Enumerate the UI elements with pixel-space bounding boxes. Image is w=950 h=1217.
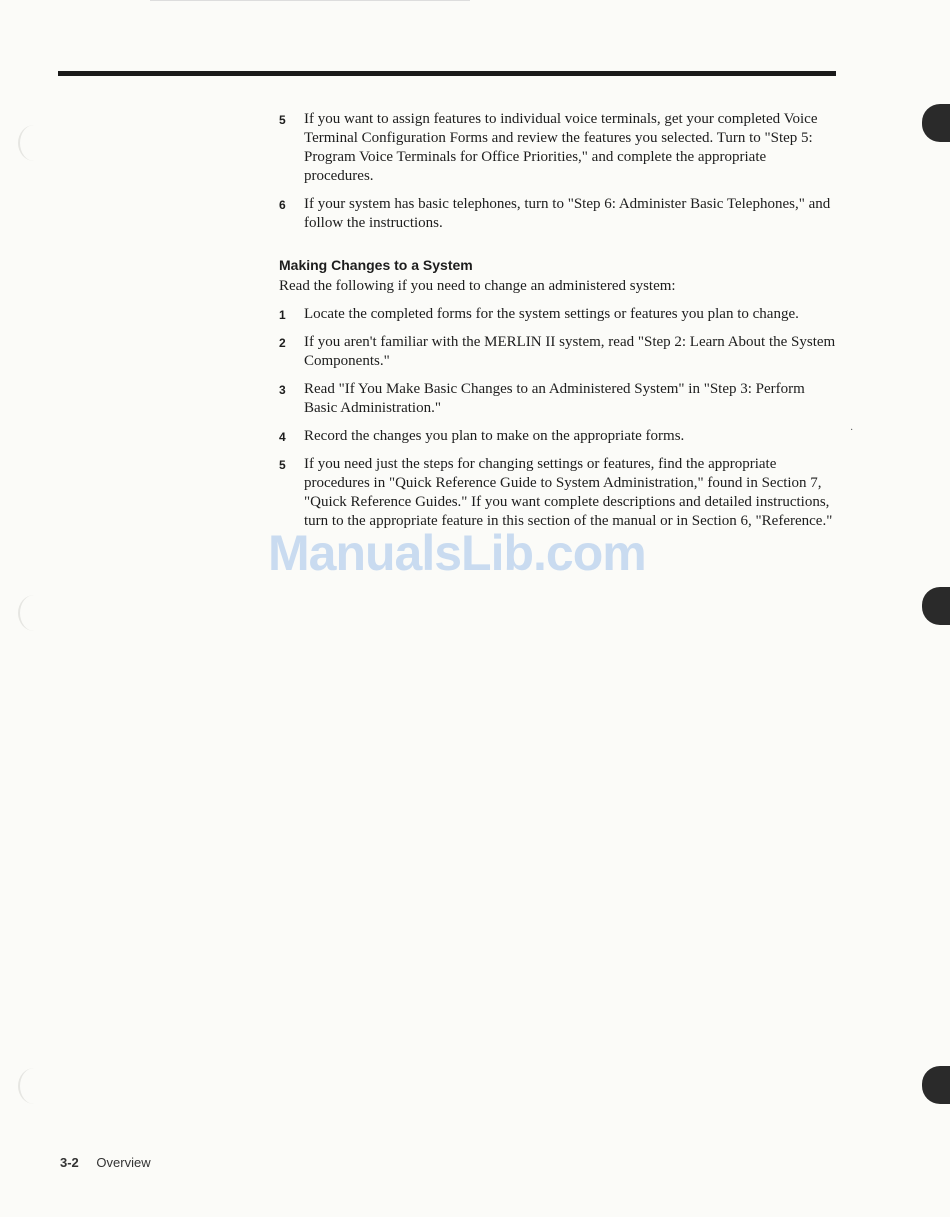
step-text: If you want to assign features to individual voice terminals, get your completed Voice Terminal Configuration Forms and review the features you selected. Turn to "Step 5: Program Voice Terminals for Office Priorities," and complete the appropriate procedures. bbox=[304, 111, 818, 184]
page-body bbox=[279, 110, 839, 540]
step-text: If you need just the steps for changing settings or features, find the appropriate procedures in "Quick Reference Guide to System Administration," found in Section 7, "Quick Reference Guides." If you want complete descriptions and detailed instructions, turn to the appropriate feature in this section of the manual or in Section 6, "Reference." bbox=[304, 456, 833, 529]
scan-speck: · bbox=[850, 425, 854, 436]
step-number: 1 bbox=[279, 308, 286, 322]
page-number: 3-2 bbox=[60, 1155, 79, 1170]
section-intro: Read the following if you need to change an administered system: bbox=[279, 278, 676, 294]
list-item bbox=[279, 427, 839, 446]
footer-section-name: Overview bbox=[96, 1155, 151, 1170]
step-number: 2 bbox=[279, 336, 286, 350]
continued-steps-list bbox=[279, 110, 839, 233]
changes-steps-list bbox=[279, 305, 839, 531]
step-number: 5 bbox=[279, 458, 286, 472]
step-text: If your system has basic telephones, turn to "Step 6: Administer Basic Telephones," and follow the instructions. bbox=[304, 196, 831, 231]
section-tab-marker bbox=[922, 1066, 950, 1104]
step-number: 6 bbox=[279, 198, 286, 212]
binder-hole bbox=[18, 1068, 50, 1104]
list-item bbox=[279, 333, 839, 371]
binder-hole bbox=[18, 125, 50, 161]
step-number: 5 bbox=[279, 113, 286, 127]
list-item bbox=[279, 195, 839, 233]
scan-edge-line bbox=[150, 0, 470, 1]
list-item bbox=[279, 455, 839, 531]
step-text: Record the changes you plan to make on the appropriate forms. bbox=[304, 428, 685, 444]
step-number: 3 bbox=[279, 383, 286, 397]
step-number: 4 bbox=[279, 430, 286, 444]
header-rule bbox=[58, 71, 836, 76]
list-item bbox=[279, 110, 839, 186]
binder-hole bbox=[18, 595, 50, 631]
step-text: Locate the completed forms for the system settings or features you plan to change. bbox=[304, 306, 799, 322]
list-item bbox=[279, 305, 839, 324]
page-footer bbox=[60, 1155, 151, 1170]
step-text: Read "If You Make Basic Changes to an Administered System" in "Step 3: Perform Basic Administration." bbox=[304, 381, 805, 416]
step-text: If you aren't familiar with the MERLIN II system, read "Step 2: Learn About the System Components." bbox=[304, 334, 836, 369]
watermark-logo: ManualsLib.com bbox=[268, 525, 646, 581]
section-tab-marker bbox=[922, 104, 950, 142]
section-heading: Making Changes to a System bbox=[279, 257, 473, 273]
list-item bbox=[279, 380, 839, 418]
section-tab-marker bbox=[922, 587, 950, 625]
